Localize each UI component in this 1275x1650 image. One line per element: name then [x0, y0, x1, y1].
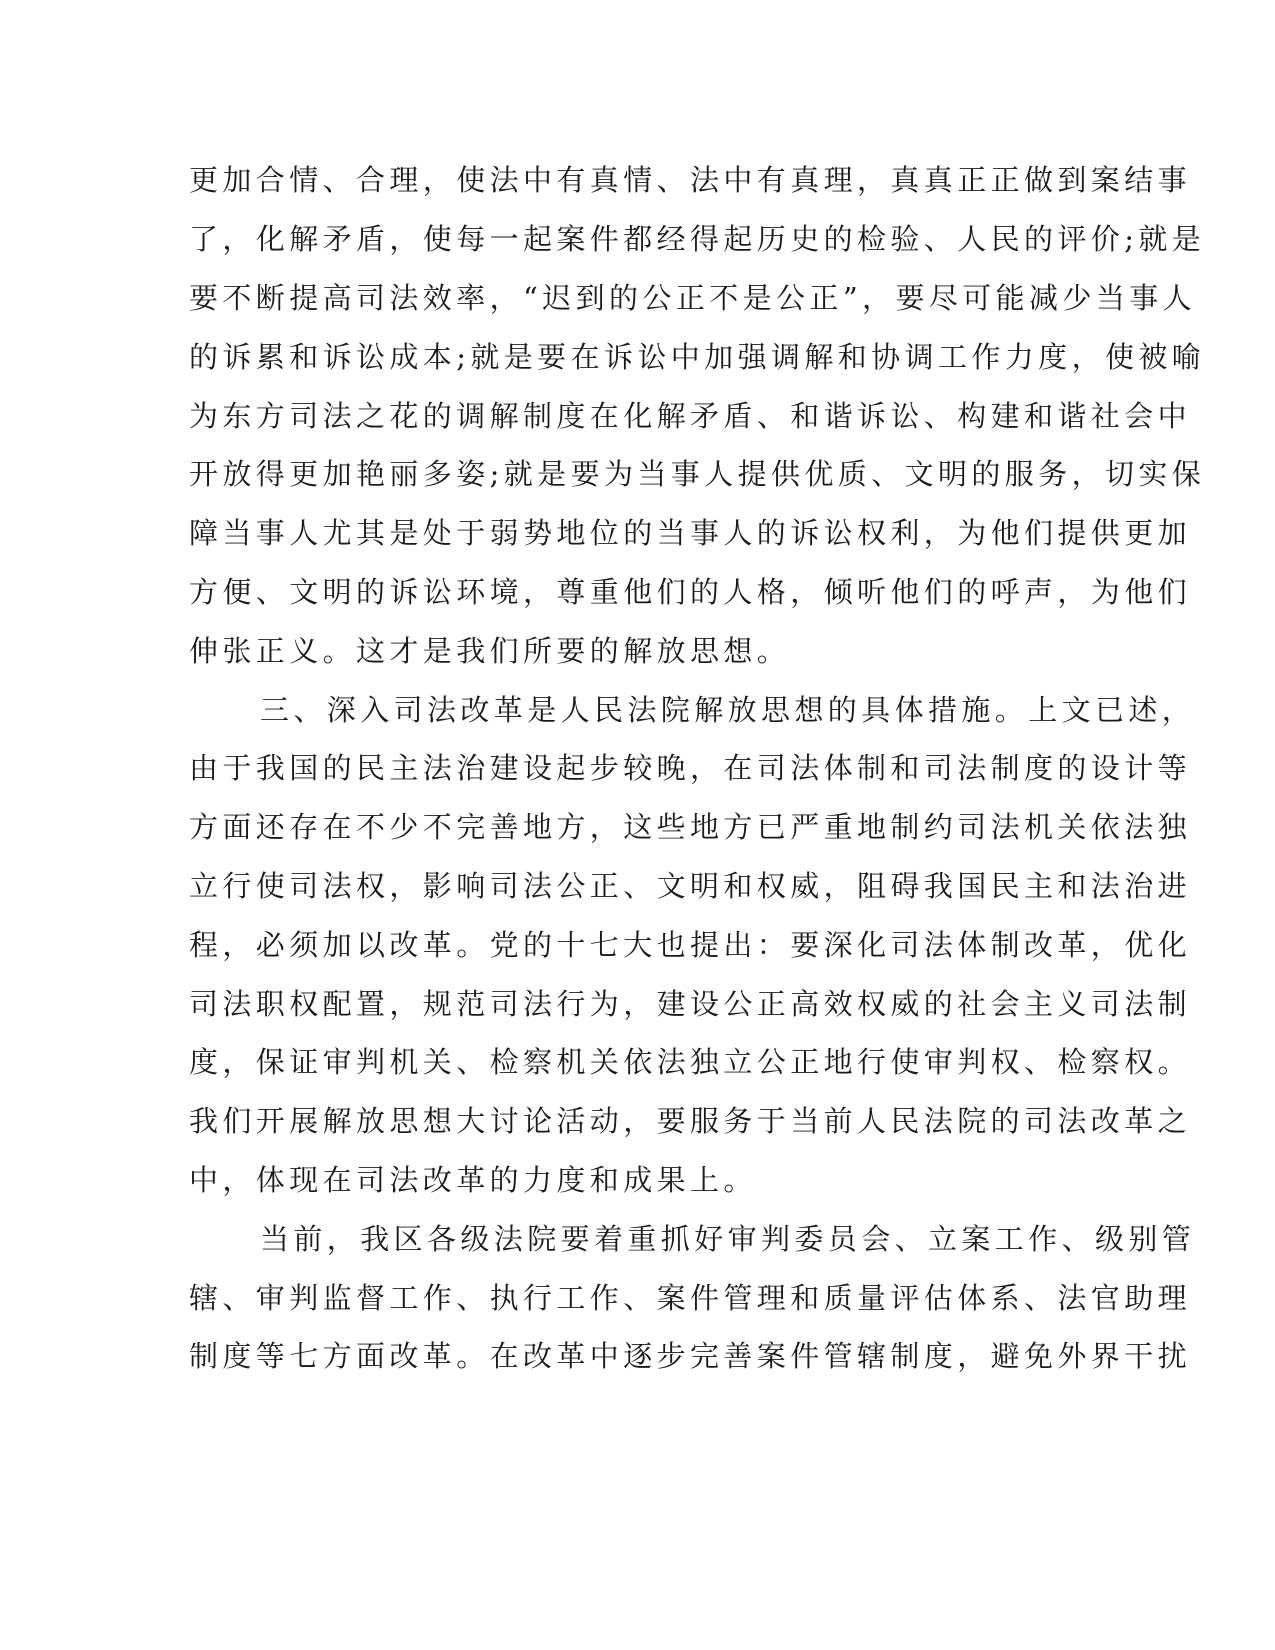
text-line: 更加合情、合理，使法中有真情、法中有真理，真真正正做到案结事: [189, 163, 1192, 197]
text-line: 方面还存在不少不完善地方，这些地方已严重地制约司法机关依法独: [189, 810, 1192, 844]
text-line: 由于我国的民主法治建设起步较晚，在司法体制和司法制度的设计等: [189, 751, 1192, 785]
text-line: 伸张正义。这才是我们所要的解放思想。: [189, 634, 791, 668]
paragraph-first-line: 当前，我区各级法院要着重抓好审判委员会、立案工作、级别管: [260, 1222, 1196, 1256]
text-line: 要不断提高司法效率，“迟到的公正不是公正”，要尽可能减少当事人: [189, 281, 1197, 315]
paragraph-first-line: 三、深入司法改革是人民法院解放思想的具体措施。上文已述，: [260, 693, 1196, 727]
text-line: 中，体现在司法改革的力度和成果上。: [189, 1163, 757, 1197]
text-line: 方便、文明的诉讼环境，尊重他们的人格，倾听他们的呼声，为他们: [189, 575, 1192, 609]
text-line: 制度等七方面改革。在改革中逐步完善案件管辖制度，避免外界干扰: [189, 1339, 1192, 1373]
text-line: 度，保证审判机关、检察机关依法独立公正地行使审判权、检察权。: [189, 1045, 1192, 1079]
text-line: 了，化解矛盾，使每一起案件都经得起历史的检验、人民的评价;就是: [189, 222, 1206, 256]
text-line: 障当事人尤其是处于弱势地位的当事人的诉讼权利，为他们提供更加: [189, 516, 1192, 550]
text-line: 司法职权配置，规范司法行为，建设公正高效权威的社会主义司法制: [189, 987, 1192, 1021]
text-line: 辖、审判监督工作、执行工作、案件管理和质量评估体系、法官助理: [189, 1281, 1192, 1315]
text-line: 我们开展解放思想大讨论活动，要服务于当前人民法院的司法改革之: [189, 1104, 1192, 1138]
text-line: 立行使司法权，影响司法公正、文明和权威，阻碍我国民主和法治进: [189, 869, 1192, 903]
text-line: 的诉累和诉讼成本;就是要在诉讼中加强调解和协调工作力度，使被喻: [189, 340, 1206, 374]
text-line: 程，必须加以改革。党的十七大也提出：要深化司法体制改革，优化: [189, 928, 1192, 962]
text-line: 为东方司法之花的调解制度在化解矛盾、和谐诉讼、构建和谐社会中: [189, 399, 1192, 433]
text-line: 开放得更加艳丽多姿;就是要为当事人提供优质、文明的服务，切实保: [189, 457, 1206, 491]
